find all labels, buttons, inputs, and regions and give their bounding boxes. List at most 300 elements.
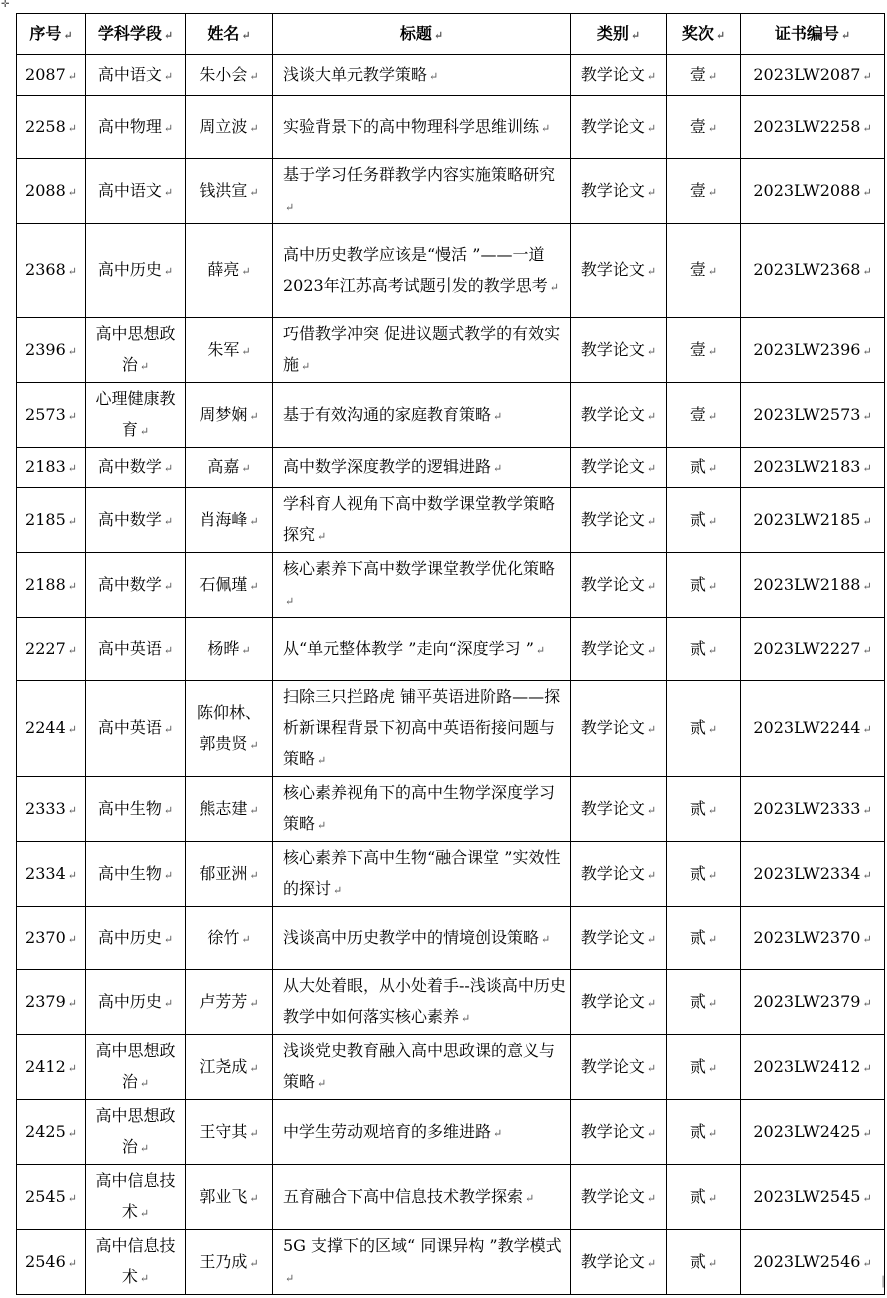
cell-subject-text: 高中数学 [97, 509, 162, 529]
paragraph-mark-icon [68, 186, 77, 199]
paragraph-mark-icon [164, 265, 173, 278]
cell-name [186, 159, 273, 224]
cell-name [186, 96, 273, 159]
paragraph-mark-icon [647, 122, 656, 135]
table-row [17, 1165, 885, 1230]
cell-award-text: 贰 [689, 798, 706, 818]
paragraph-mark-icon [68, 869, 77, 882]
cell-title-text: 巧借教学冲突 促进议题式教学的有效实施 [283, 324, 561, 374]
paragraph-mark-icon [164, 869, 173, 882]
cell-id [17, 907, 86, 970]
cell-category [571, 1035, 667, 1100]
cell-cert [741, 970, 885, 1035]
cell-award-text: 壹 [689, 339, 706, 359]
paragraph-mark-icon [68, 122, 77, 135]
paragraph-mark-icon [708, 122, 717, 135]
cell-name [186, 488, 273, 553]
cell-category-text: 教学论文 [580, 260, 645, 279]
paragraph-mark-icon [164, 515, 173, 528]
paragraph-mark-icon [647, 70, 656, 83]
cell-category-text: 教学论文 [580, 64, 645, 84]
cell-subject [86, 318, 186, 383]
cell-title-text: 实验背景下的高中物理科学思维训练 [283, 116, 540, 136]
cell-award [667, 488, 741, 553]
paragraph-mark-icon [249, 515, 258, 528]
paragraph-mark-icon [708, 1257, 717, 1270]
cell-cert-text: 2023LW2227 [753, 638, 861, 658]
cell-award [667, 159, 741, 224]
cell-category [571, 159, 667, 224]
paragraph-mark-icon [164, 70, 173, 83]
cell-subject-text: 高中思想政治 [95, 1106, 176, 1156]
paragraph-mark-icon [461, 1012, 470, 1025]
cell-title [273, 488, 571, 553]
cell-category-text: 教学论文 [580, 1186, 645, 1206]
cell-title [273, 55, 571, 96]
paragraph-mark-icon [249, 739, 258, 752]
paragraph-mark-icon [862, 580, 871, 593]
paragraph-mark-icon [68, 462, 77, 475]
table-row [17, 618, 885, 681]
cell-id [17, 777, 86, 842]
table-row [17, 842, 885, 907]
table-header-row [17, 14, 885, 55]
paragraph-mark-icon [647, 1192, 656, 1205]
paragraph-mark-icon [647, 410, 656, 423]
cell-award-text: 壹 [689, 260, 706, 279]
cell-subject-text: 心理健康教育 [95, 389, 176, 439]
cell-title [273, 553, 571, 618]
paragraph-mark-icon [862, 1192, 871, 1205]
cell-cert [741, 553, 885, 618]
cell-subject [86, 907, 186, 970]
cell-id-text: 2425 [25, 1121, 66, 1141]
cell-title [273, 1035, 571, 1100]
paragraph-mark-icon [647, 869, 656, 882]
cell-cert-text: 2023LW2546 [753, 1251, 861, 1271]
cell-title-text: 浅谈党史教育融入高中思政课的意义与策略 [283, 1041, 556, 1091]
paragraph-mark-icon [249, 869, 258, 882]
paragraph-mark-icon [249, 580, 258, 593]
cell-cert [741, 55, 885, 96]
paragraph-mark-icon [317, 1077, 326, 1090]
cell-cert-text: 2023LW2545 [753, 1186, 861, 1206]
cell-cert [741, 618, 885, 681]
paragraph-mark-icon [241, 933, 250, 946]
cell-subject-text: 高中数学 [97, 574, 162, 594]
cell-category [571, 224, 667, 318]
cell-name-text: 朱军 [207, 339, 240, 359]
cell-name [186, 383, 273, 448]
paragraph-mark-icon [647, 345, 656, 358]
cell-award-text: 贰 [689, 457, 706, 476]
paragraph-mark-icon [241, 265, 250, 278]
cell-id [17, 1035, 86, 1100]
cell-award-text: 贰 [689, 1186, 706, 1206]
paragraph-mark-icon [525, 1192, 534, 1205]
paragraph-mark-icon [862, 804, 871, 817]
cell-award-text: 贰 [689, 1121, 706, 1141]
cell-category [571, 488, 667, 553]
cell-subject [86, 55, 186, 96]
cell-title-text: 高中数学深度教学的逻辑进路 [283, 457, 492, 476]
table-row [17, 448, 885, 488]
paragraph-mark-icon [241, 644, 250, 657]
cell-cert-text: 2023LW2183 [753, 457, 861, 476]
cell-category-text: 教学论文 [580, 718, 645, 737]
paragraph-mark-icon [140, 360, 149, 373]
cell-award [667, 1035, 741, 1100]
cell-category [571, 970, 667, 1035]
paragraph-mark-icon [140, 425, 149, 438]
paragraph-mark-icon [708, 345, 717, 358]
cell-name [186, 1035, 273, 1100]
paragraph-mark-icon [550, 281, 559, 294]
cell-subject [86, 159, 186, 224]
table-row [17, 970, 885, 1035]
table-row [17, 318, 885, 383]
paragraph-mark-icon [249, 1192, 258, 1205]
cell-title [273, 970, 571, 1035]
cell-award [667, 448, 741, 488]
paragraph-mark-icon [862, 515, 871, 528]
cell-award [667, 1165, 741, 1230]
paragraph-mark-icon [164, 723, 173, 736]
cell-name [186, 1165, 273, 1230]
paragraph-mark-icon [708, 1192, 717, 1205]
paragraph-mark-icon [493, 462, 502, 475]
paragraph-mark-icon [862, 644, 871, 657]
cell-category-text: 教学论文 [580, 927, 645, 947]
cell-category [571, 448, 667, 488]
cell-category-text: 教学论文 [580, 180, 645, 200]
paragraph-mark-icon [862, 723, 871, 736]
cell-award-text: 贰 [689, 638, 706, 658]
paragraph-mark-icon [429, 70, 438, 83]
paragraph-mark-icon [647, 997, 656, 1010]
cell-subject [86, 1230, 186, 1295]
cell-id-text: 2244 [25, 718, 66, 737]
paragraph-mark-icon [68, 1257, 77, 1270]
cell-id [17, 1230, 86, 1295]
paragraph-mark-icon [862, 869, 871, 882]
cell-subject [86, 681, 186, 777]
paragraph-mark-icon [708, 580, 717, 593]
paragraph-mark-icon [140, 1272, 149, 1285]
cell-cert [741, 318, 885, 383]
cell-cert-text: 2023LW2333 [753, 798, 861, 818]
table-row [17, 681, 885, 777]
paragraph-mark-icon [708, 933, 717, 946]
cell-name-text: 徐竹 [207, 927, 240, 947]
cell-id-text: 2227 [25, 638, 66, 658]
cell-name-text: 卢芳芳 [199, 991, 248, 1011]
cell-name [186, 681, 273, 777]
cell-subject-text: 高中历史 [97, 991, 162, 1011]
paragraph-mark-icon [68, 1127, 77, 1140]
cell-name [186, 55, 273, 96]
cell-cert [741, 96, 885, 159]
cell-title [273, 318, 571, 383]
cell-id-text: 2087 [25, 64, 66, 84]
paragraph-mark-icon [708, 265, 717, 278]
cell-name-text: 薛亮 [207, 260, 240, 279]
cell-cert-text: 2023LW2573 [753, 404, 861, 424]
paragraph-mark-icon [164, 804, 173, 817]
paragraph-mark-icon [317, 530, 326, 543]
cell-award-text: 壹 [689, 180, 706, 200]
cell-award [667, 55, 741, 96]
cell-name-text: 肖海峰 [199, 509, 248, 529]
cell-title-text: 核心素养下高中数学课堂教学优化策略 [283, 559, 556, 578]
cell-cert-text: 2023LW2244 [753, 718, 861, 737]
cell-cert [741, 1100, 885, 1165]
cell-category-text: 教学论文 [580, 863, 645, 883]
cell-award [667, 96, 741, 159]
paragraph-mark-icon [68, 515, 77, 528]
cell-id [17, 618, 86, 681]
paragraph-mark-icon [647, 723, 656, 736]
cell-category [571, 618, 667, 681]
cell-id-text: 2188 [25, 574, 66, 594]
cell-id [17, 488, 86, 553]
paragraph-mark-icon [140, 1207, 149, 1220]
cell-id-text: 2088 [25, 180, 66, 200]
table-row [17, 907, 885, 970]
cell-title-text: 高中历史教学应该是“慢活 ”——一道2023年江苏高考试题引发的教学思考 [283, 244, 548, 295]
cell-title [273, 777, 571, 842]
paragraph-mark-icon [708, 1127, 717, 1140]
cell-id [17, 448, 86, 488]
cell-subject-text: 高中思想政治 [95, 324, 176, 374]
cell-cert [741, 159, 885, 224]
paragraph-mark-icon [249, 70, 258, 83]
paragraph-mark-icon [647, 644, 656, 657]
paragraph-mark-icon [536, 644, 545, 657]
table-row [17, 96, 885, 159]
paragraph-mark-icon [68, 265, 77, 278]
paragraph-mark-icon [862, 265, 871, 278]
cell-award [667, 224, 741, 318]
cell-category [571, 681, 667, 777]
paragraph-mark-icon [708, 70, 717, 83]
cell-award-text: 壹 [689, 64, 706, 84]
cell-id-text: 2396 [25, 339, 66, 359]
cell-title [273, 907, 571, 970]
cell-name [186, 618, 273, 681]
paragraph-mark-icon [708, 462, 717, 475]
cell-id-text: 2379 [25, 991, 66, 1011]
table-row [17, 1035, 885, 1100]
cell-subject-text: 高中数学 [97, 457, 162, 476]
cell-category-text: 教学论文 [580, 638, 645, 658]
cell-subject-text: 高中信息技术 [95, 1171, 176, 1221]
table-row [17, 55, 885, 96]
paragraph-mark-icon [164, 122, 173, 135]
cell-award [667, 553, 741, 618]
cell-name-text: 熊志建 [199, 798, 248, 818]
cell-id-text: 2185 [25, 509, 66, 529]
cell-award [667, 1230, 741, 1295]
cell-name-text: 江尧成 [199, 1056, 248, 1076]
paragraph-mark-icon [647, 515, 656, 528]
cell-title [273, 842, 571, 907]
cell-name-text: 周梦娴 [199, 404, 248, 424]
cell-title-text: 学科育人视角下高中数学课堂教学策略探究 [283, 494, 556, 544]
cell-name-text: 钱洪宣 [199, 180, 248, 200]
cell-id [17, 842, 86, 907]
cell-title [273, 681, 571, 777]
paragraph-mark-icon [541, 122, 550, 135]
cell-cert [741, 777, 885, 842]
paragraph-mark-icon [862, 186, 871, 199]
cell-category [571, 1100, 667, 1165]
cell-title-text: 从大处着眼，从小处着手--浅谈高中历史教学中如何落实核心素养 [283, 976, 566, 1026]
paragraph-mark-icon [862, 345, 871, 358]
cell-subject [86, 1100, 186, 1165]
cell-title-text: 从“单元整体教学 ”走向“深度学习 ” [283, 638, 534, 658]
paragraph-mark-icon [249, 997, 258, 1010]
cell-cert [741, 681, 885, 777]
paragraph-mark-icon [493, 1127, 502, 1140]
paragraph-mark-icon [708, 644, 717, 657]
cell-category-text: 教学论文 [580, 574, 645, 594]
paragraph-mark-icon [68, 804, 77, 817]
cell-name-text: 高嘉 [207, 457, 240, 476]
paragraph-mark-icon [862, 997, 871, 1010]
cell-name [186, 1230, 273, 1295]
paragraph-mark-icon [647, 186, 656, 199]
cell-subject-text: 高中生物 [97, 798, 162, 818]
cell-title [273, 618, 571, 681]
cell-award-text: 贰 [689, 927, 706, 947]
cell-subject-text: 高中物理 [97, 116, 162, 136]
cell-id-text: 2333 [25, 798, 66, 818]
cell-subject-text: 高中生物 [97, 863, 162, 883]
cell-name [186, 448, 273, 488]
cell-title [273, 383, 571, 448]
cell-category [571, 777, 667, 842]
cell-id-text: 2545 [25, 1186, 66, 1206]
cell-id-text: 2334 [25, 863, 66, 883]
paragraph-mark-icon [317, 819, 326, 832]
paragraph-mark-icon [708, 869, 717, 882]
cell-category-text: 教学论文 [580, 798, 645, 818]
paragraph-mark-icon [317, 754, 326, 767]
cell-name-text: 王守其 [199, 1121, 248, 1141]
cell-subject-text: 高中思想政治 [95, 1041, 176, 1091]
cell-id [17, 1165, 86, 1230]
cell-cert-text: 2023LW2088 [753, 180, 861, 200]
paragraph-mark-icon [68, 1192, 77, 1205]
table-move-handle-icon[interactable]: ✛ [1, 0, 10, 10]
cell-category-text: 教学论文 [580, 404, 645, 424]
paragraph-mark-icon [164, 186, 173, 199]
cell-award [667, 383, 741, 448]
cell-subject [86, 488, 186, 553]
cell-cert-text: 2023LW2188 [753, 574, 861, 594]
paragraph-mark-icon [862, 933, 871, 946]
paragraph-mark-icon [333, 884, 342, 897]
cell-award-text: 壹 [689, 116, 706, 136]
paragraph-mark-icon [708, 804, 717, 817]
cell-category-text: 教学论文 [580, 991, 645, 1011]
paragraph-mark-icon [249, 122, 258, 135]
paragraph-mark-icon [541, 933, 550, 946]
cell-category-text: 教学论文 [580, 339, 645, 359]
cell-cert-text: 2023LW2412 [753, 1056, 861, 1076]
cell-cert-text: 2023LW2396 [753, 339, 861, 359]
paragraph-mark-icon [164, 580, 173, 593]
cell-id [17, 681, 86, 777]
paragraph-mark-icon [249, 1062, 258, 1075]
cell-name-text: 陈仰林、郭贵贤 [196, 702, 261, 753]
paragraph-mark-icon [68, 1062, 77, 1075]
cell-subject-text: 高中英语 [97, 638, 162, 658]
cell-cert [741, 1165, 885, 1230]
cell-category [571, 842, 667, 907]
cell-category-text: 教学论文 [580, 1056, 645, 1076]
cell-title-text: 中学生劳动观培育的多维进路 [283, 1121, 492, 1141]
cell-subject [86, 553, 186, 618]
cell-subject-text: 高中历史 [97, 260, 162, 279]
cell-name-text: 石佩瑾 [199, 574, 248, 594]
cell-id-text: 2183 [25, 457, 66, 476]
header-award: 奖次 ↵ [667, 14, 741, 55]
cell-id [17, 970, 86, 1035]
cell-name-text: 郭业飞 [199, 1186, 248, 1206]
table-row [17, 1100, 885, 1165]
cell-category [571, 1230, 667, 1295]
paragraph-mark-icon [647, 265, 656, 278]
cell-category-text: 教学论文 [580, 1251, 645, 1271]
paragraph-mark-icon [249, 410, 258, 423]
cell-title-text: 基于有效沟通的家庭教育策略 [283, 404, 492, 424]
paragraph-mark-icon [249, 804, 258, 817]
header-title: 标题 ↵ [273, 14, 571, 55]
cell-subject-text: 高中英语 [97, 718, 162, 737]
paragraph-mark-icon [647, 462, 656, 475]
table-row [17, 777, 885, 842]
cell-subject [86, 1165, 186, 1230]
cell-award [667, 1100, 741, 1165]
cell-title [273, 224, 571, 318]
cell-cert [741, 907, 885, 970]
cell-name [186, 970, 273, 1035]
paragraph-mark-icon [285, 595, 294, 608]
cell-title-text: 核心素养视角下的高中生物学深度学习策略 [283, 783, 556, 833]
table-row [17, 224, 885, 318]
paragraph-mark-icon [708, 723, 717, 736]
cell-id-text: 2368 [25, 260, 66, 279]
cell-title [273, 96, 571, 159]
paragraph-mark-icon [164, 933, 173, 946]
cell-name [186, 777, 273, 842]
cell-subject [86, 777, 186, 842]
paragraph-mark-icon [647, 1127, 656, 1140]
cell-award [667, 681, 741, 777]
cell-award-text: 贰 [689, 863, 706, 883]
cell-award [667, 907, 741, 970]
paragraph-mark-icon [241, 345, 250, 358]
cell-subject [86, 448, 186, 488]
paragraph-mark-icon [68, 70, 77, 83]
paragraph-mark-icon [647, 933, 656, 946]
cell-subject-text: 高中信息技术 [95, 1236, 176, 1286]
cell-award [667, 842, 741, 907]
paragraph-mark-icon [249, 1257, 258, 1270]
cell-subject-text: 高中历史 [97, 927, 162, 947]
